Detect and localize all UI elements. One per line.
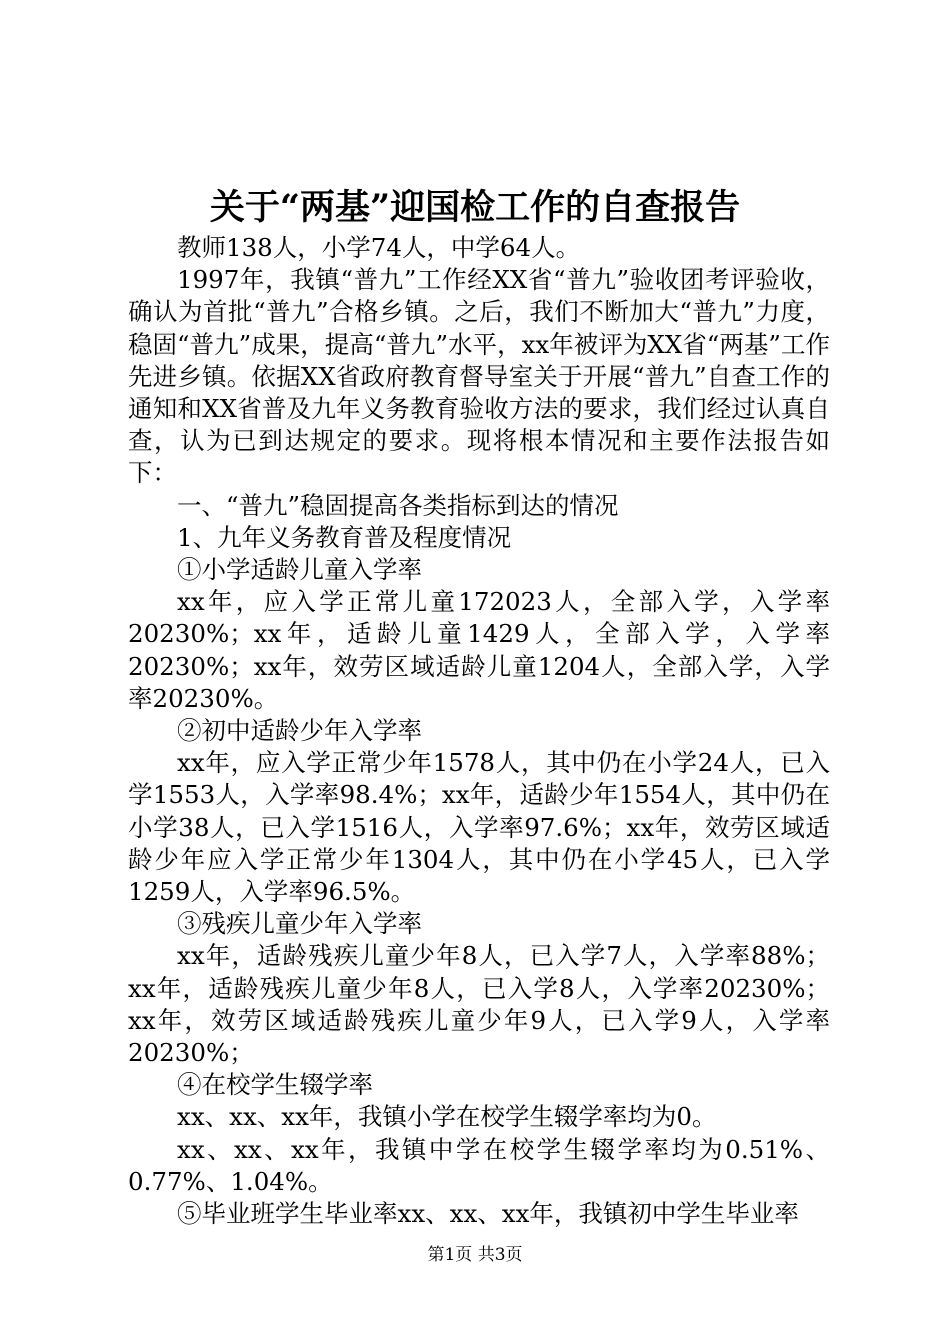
paragraph: 1997年，我镇“普九”工作经XX省“普九”验收团考评验收，确认为首批“普九”合格乡镇。之后，我们不断加大“普九”力度，稳固“普九”成果，提高“普九”水平，xx年被评为XX省“两基”工作先进乡镇。依据XX省政府教育督导室关于开展“普九”自查工作的通知和XX省普及九年义务教育验收方法的要求，我们经过认真自查，认为已到达规定的要求。现将根本情况和主要作法报告如下： [128, 265, 830, 488]
paragraph: xx年，应入学正常少年1578人，其中仍在小学24人，已入学1553人，入学率98.4%；xx年，适龄少年1554人，其中仍在小学38人，已入学1516人，入学率97.6%；xx年，效劳区域适龄少年应入学正常少年1304人，其中仍在小学45人，已入学1259人，入学率96.5%。 [128, 748, 830, 907]
paragraph: xx、xx、xx年，我镇小学在校学生辍学率均为0。 [177, 1102, 717, 1132]
paragraph: 教师138人，小学74人，中学64人。 [177, 233, 581, 262]
page-footer: 第1页 共3页 [427, 1245, 523, 1265]
paragraph: ⑤毕业班学生毕业率xx、xx、xx年，我镇初中学生毕业率 [177, 1199, 799, 1229]
document-body [128, 232, 830, 1230]
item-heading: ③残疾儿童少年入学率 [177, 909, 422, 939]
paragraph: xx年，适龄残疾儿童少年8人，已入学7人，入学率88%；xx年，适龄残疾儿童少年8人，已入学8人，入学率20230%；xx年，效劳区域适龄残疾儿童少年9人，已入学9人，入学率20230%； [128, 941, 830, 1068]
item-heading: ④在校学生辍学率 [177, 1070, 373, 1100]
subsection-heading: 1、九年义务教育普及程度情况 [177, 522, 512, 552]
paragraph: xx年，应入学正常儿童172023人，全部入学，入学率20230%；xx年，适龄儿童1429人，全部入学，入学率20230%；xx年，效劳区域适龄儿童1204人，全部入学，入学率20230%。 [128, 587, 830, 713]
item-heading: ①小学适龄儿童入学率 [177, 555, 422, 585]
paragraph: xx、xx、xx年，我镇中学在校学生辍学率均为0.51%、0.77%、1.04%。 [128, 1134, 830, 1196]
section-heading: 一、“普九”稳固提高各类指标到达的情况 [177, 490, 619, 520]
document-title: 关于“两基”迎国检工作的自查报告 [209, 187, 741, 228]
item-heading: ②初中适龄少年入学率 [177, 716, 422, 746]
